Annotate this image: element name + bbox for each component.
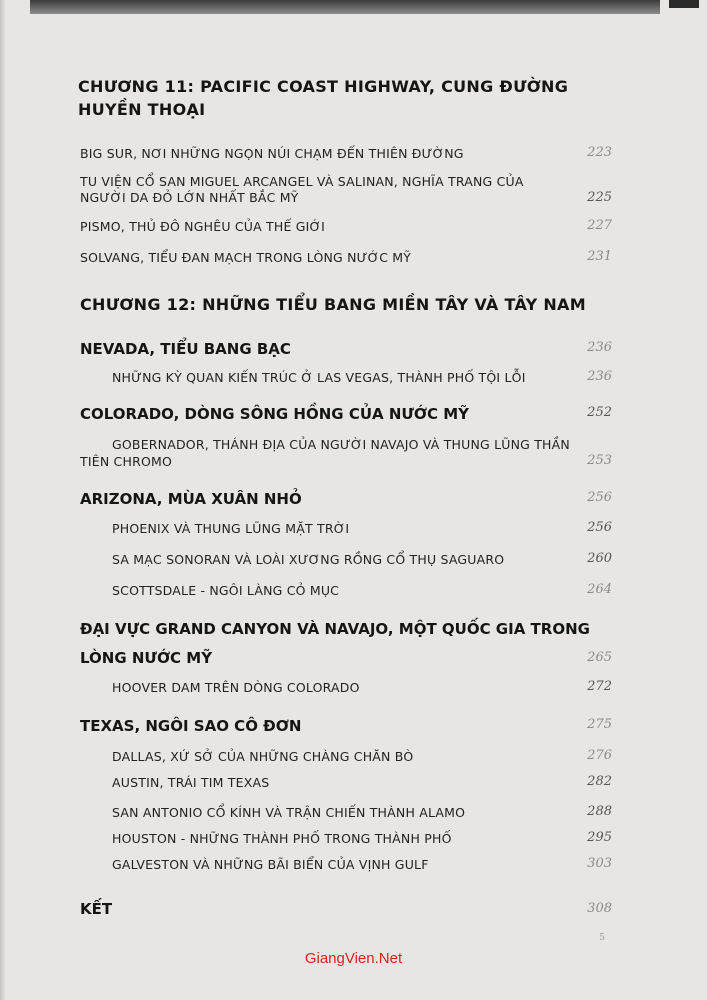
toc-page-sonoran: 260 bbox=[587, 551, 612, 566]
toc-entry-pismo[interactable]: PISMO, THỦ ĐÔ NGHÊU CỦA THẾ GIỚI bbox=[80, 219, 326, 234]
toc-entry-las-vegas[interactable]: NHỮNG KỲ QUAN KIẾN TRÚC Ở LAS VEGAS, THÀNH PHỐ TỘI LỖI bbox=[112, 370, 526, 385]
chapter-11-title-line2: HUYỀN THOẠI bbox=[78, 100, 206, 119]
toc-entry-big-sur[interactable]: BIG SUR, NƠI NHỮNG NGỌN NÚI CHẠM ĐẾN THIÊN ĐƯỜNG bbox=[80, 146, 464, 161]
toc-page-san-antonio: 288 bbox=[587, 804, 612, 819]
section-ending-page: 308 bbox=[587, 901, 612, 916]
toc-page-gobernador: 253 bbox=[587, 453, 612, 468]
section-arizona[interactable]: ARIZONA, MÙA XUÂN NHỎ bbox=[80, 490, 302, 508]
toc-entry-san-miguel-line2[interactable]: NGƯỜI DA ĐỎ LỚN NHẤT BẮC MỸ bbox=[80, 190, 299, 205]
toc-entry-scottsdale[interactable]: SCOTTSDALE - NGÔI LÀNG CỎ MỤC bbox=[112, 583, 340, 598]
section-nevada-page: 236 bbox=[587, 340, 612, 355]
chapter-12-title: CHƯƠNG 12: NHỮNG TIỂU BANG MIỀN TÂY VÀ TÂY NAM bbox=[80, 295, 586, 314]
toc-entry-solvang[interactable]: SOLVANG, TIỂU ĐAN MẠCH TRONG LÒNG NƯỚC MỸ bbox=[80, 250, 412, 265]
section-arizona-page: 256 bbox=[587, 490, 612, 505]
toc-page-pismo: 227 bbox=[587, 218, 612, 233]
toc-entry-hoover-dam[interactable]: HOOVER DAM TRÊN DÒNG COLORADO bbox=[112, 680, 360, 695]
section-grand-canyon-line1[interactable]: ĐẠI VỰC GRAND CANYON VÀ NAVAJO, MỘT QUỐC GIA TRONG bbox=[80, 620, 590, 638]
toc-page-san-miguel: 225 bbox=[587, 190, 612, 205]
section-texas[interactable]: TEXAS, NGÔI SAO CÔ ĐƠN bbox=[80, 717, 302, 735]
toc-page-austin: 282 bbox=[587, 774, 612, 789]
toc-page-scottsdale: 264 bbox=[587, 582, 612, 597]
section-nevada[interactable]: NEVADA, TIỂU BANG BẠC bbox=[80, 340, 291, 358]
toc-page-houston: 295 bbox=[587, 830, 612, 845]
watermark-text: GiangVien.Net bbox=[304, 950, 403, 967]
toc-entry-galveston[interactable]: GALVESTON VÀ NHỮNG BÃI BIỂN CỦA VỊNH GULF bbox=[112, 857, 429, 872]
toc-entry-gobernador-line2[interactable]: TIÊN CHROMO bbox=[80, 454, 173, 469]
toc-page-dallas: 276 bbox=[587, 748, 612, 763]
toc-entry-houston[interactable]: HOUSTON - NHỮNG THÀNH PHỐ TRONG THÀNH PHỐ bbox=[112, 831, 452, 846]
toc-entry-gobernador-line1[interactable]: GOBERNADOR, THÁNH ĐỊA CỦA NGƯỜI NAVAJO VÀ THUNG LŨNG THẦN bbox=[112, 437, 570, 452]
toc-entry-dallas[interactable]: DALLAS, XỨ SỞ CỦA NHỮNG CHÀNG CHĂN BÒ bbox=[112, 749, 414, 764]
toc-entry-san-miguel-line1[interactable]: TU VIỆN CỔ SAN MIGUEL ARCANGEL VÀ SALINAN, NGHĨA TRANG CỦA bbox=[80, 174, 524, 189]
toc-page-phoenix: 256 bbox=[587, 520, 612, 535]
chapter-11-title-line1: CHƯƠNG 11: PACIFIC COAST HIGHWAY, CUNG ĐƯỜNG bbox=[78, 77, 569, 96]
corner-page-mark: 5 bbox=[599, 933, 605, 943]
toc-page-las-vegas: 236 bbox=[587, 369, 612, 384]
section-texas-page: 275 bbox=[587, 717, 612, 732]
toc-page-galveston: 303 bbox=[587, 856, 612, 871]
section-colorado-page: 252 bbox=[587, 405, 612, 420]
toc-entry-san-antonio[interactable]: SAN ANTONIO CỔ KÍNH VÀ TRẬN CHIẾN THÀNH ALAMO bbox=[112, 805, 466, 820]
toc-entry-austin[interactable]: AUSTIN, TRÁI TIM TEXAS bbox=[112, 775, 270, 790]
toc-page-big-sur: 223 bbox=[587, 145, 612, 160]
toc-entry-sonoran[interactable]: SA MẠC SONORAN VÀ LOÀI XƯƠNG RỒNG CỔ THỤ SAGUARO bbox=[112, 552, 505, 567]
section-grand-canyon-line2[interactable]: LÒNG NƯỚC MỸ bbox=[80, 649, 213, 667]
toc-page-solvang: 231 bbox=[587, 249, 612, 264]
toc-entry-phoenix[interactable]: PHOENIX VÀ THUNG LŨNG MẶT TRỜI bbox=[112, 521, 350, 536]
section-colorado[interactable]: COLORADO, DÒNG SÔNG HỒNG CỦA NƯỚC MỸ bbox=[80, 405, 470, 423]
section-grand-canyon-page: 265 bbox=[587, 650, 612, 665]
toc-page-hoover-dam: 272 bbox=[587, 679, 612, 694]
section-ending[interactable]: KẾT bbox=[80, 900, 113, 918]
